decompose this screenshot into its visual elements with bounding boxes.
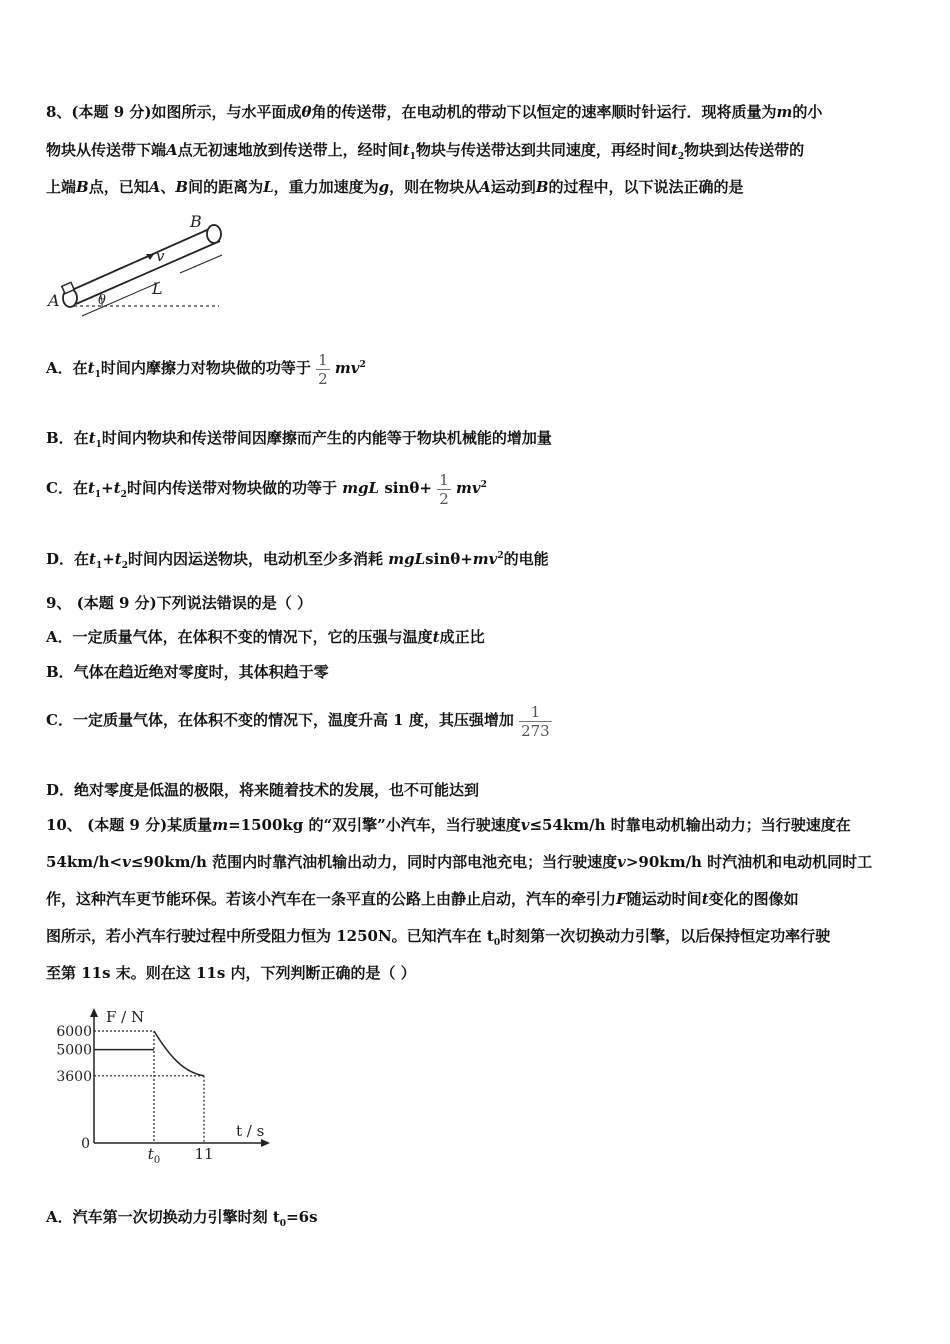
q10-text: >90km/h 时汽油机和电动机同时工: [625, 853, 873, 871]
option-text: 时间内传送带对物块做的功等于: [126, 479, 337, 497]
q8-t: t: [402, 141, 410, 159]
q10-sub: 0: [493, 938, 501, 948]
q8-option-a: [46, 346, 366, 394]
fraction-num: 1: [439, 470, 449, 489]
q9-option-a: [46, 627, 485, 647]
q8-text: 物块从传送带下端: [46, 141, 167, 159]
option-text: D．在: [46, 550, 90, 568]
q8-text: ，则在物块从: [389, 178, 480, 196]
q8-text: 上端: [46, 178, 77, 196]
q9-stem-text: 9、 (本题 9 分)下列说法错误的是（ ）: [46, 594, 312, 612]
y-tick-3600: 3600: [56, 1068, 92, 1085]
x-tick-t: t: [147, 1145, 154, 1163]
q8-theta: θ: [301, 103, 312, 121]
mv: mv: [334, 359, 360, 377]
conveyor-belt-figure: [44, 212, 234, 330]
q8-sub: 1: [95, 561, 103, 571]
q9-stem: [46, 593, 312, 613]
q10-line-4: [46, 926, 830, 953]
q8-text: 物块到达传送带的: [684, 141, 805, 159]
option-text: D．绝对零度是低温的极限，将来随着技术的发展，也不可能达到: [46, 781, 480, 799]
x-tick-11: 11: [194, 1145, 214, 1163]
fraction-half: [316, 351, 330, 388]
q8-t: t: [670, 141, 678, 159]
y-tick-5000: 5000: [56, 1042, 92, 1059]
q10-line-2: [46, 852, 872, 872]
option-text: sinθ+: [384, 479, 432, 497]
option-text: B．在: [46, 429, 89, 447]
q8-t: t: [87, 479, 95, 497]
length-arrow: [180, 255, 222, 273]
option-text: A．一定质量气体，在体积不变的情况下，它的压强与温度: [46, 628, 433, 646]
q10-text: 至第 11s 末。则在这 11s 内，下列判断正确的是（ ）: [46, 964, 416, 982]
q8-point-a: A: [148, 178, 161, 196]
q10-t: t: [701, 890, 709, 908]
q8-text: 、: [160, 178, 176, 196]
q9-option-c: [46, 701, 552, 740]
q8-text: 点无初速地放到传送带上，经时间: [177, 141, 403, 159]
fraction-half: [437, 471, 451, 508]
q8-mass-symbol: m: [776, 103, 793, 121]
y-axis-label: F / N: [106, 1008, 145, 1026]
mv: mv: [455, 479, 481, 497]
option-text: +: [102, 550, 115, 568]
q8-text: ，重力加速度为: [273, 178, 379, 196]
q10-text: 作，这种汽车更节能环保。若该小汽车在一条平直的公路上由静止启动，汽车的牵引力: [46, 890, 617, 908]
label-v: v: [156, 247, 165, 265]
q8-t: t: [88, 429, 96, 447]
q8-sub: 2: [120, 490, 127, 500]
option-text: C．一定质量气体，在体积不变的情况下，温度升高 1 度，其压强增加: [46, 711, 514, 729]
origin-label: 0: [81, 1136, 90, 1152]
q10-f: F: [616, 890, 627, 908]
option-text: 时间内物块和传送带间因摩擦而产生的内能等于物块机械能的增加量: [101, 429, 552, 447]
q8-point-a: A: [166, 141, 178, 159]
series-f-curve: [154, 1031, 204, 1076]
label-b: B: [190, 212, 202, 231]
fraction-den: 2: [439, 489, 449, 508]
mv: mv: [472, 550, 498, 568]
q8-text: 间的距离为: [188, 178, 264, 196]
square: 2: [359, 360, 366, 370]
q10-line-5: [46, 963, 416, 983]
q10-option-a: [46, 1207, 318, 1234]
q8-t: t: [89, 550, 96, 568]
q10-text: 54km/h<: [46, 853, 123, 871]
option-text: 成正比: [439, 628, 485, 646]
q8-option-d: [46, 546, 549, 576]
q8-text: 点，已知: [88, 178, 149, 196]
option-text: =6s: [286, 1208, 318, 1226]
q8-option-b: [46, 428, 552, 455]
q8-text: 运动到: [490, 178, 536, 196]
q10-text: 变化的图像如: [708, 890, 799, 908]
q8-line-3: [46, 177, 744, 197]
q8-gravity: g: [378, 178, 390, 196]
q8-t: t: [113, 479, 121, 497]
option-text: A．汽车第一次切换动力引擎时刻 t: [46, 1208, 280, 1226]
square: 2: [480, 480, 487, 490]
q8-sub: 2: [121, 561, 128, 571]
q8-sub: 2: [677, 152, 685, 162]
q8-text: 8、(本题 9 分)如图所示，与水平面成: [46, 103, 302, 121]
q10-text: 10、 (本题 9 分)某质量: [46, 816, 213, 834]
x-axis-arrow: [261, 1139, 270, 1147]
x-tick-sub: 0: [153, 1155, 161, 1166]
y-tick-6000: 6000: [56, 1024, 92, 1040]
q10-text: 随运动时间: [626, 890, 702, 908]
q8-option-c: [46, 466, 487, 514]
q8-point-b: B: [535, 178, 549, 196]
label-theta: θ: [98, 293, 106, 308]
q10-text: ≤90km/h 范围内时靠汽油机输出动力，同时内部电池充电；当行驶速度: [130, 853, 618, 871]
q8-sub: 1: [94, 370, 101, 380]
q10-line-3: [46, 889, 799, 909]
q9-option-b: [46, 662, 329, 682]
option-text: +: [101, 479, 114, 497]
x-axis-label: t / s: [236, 1122, 265, 1140]
q10-text: ≤54km/h 时靠电动机输出动力；当行驶速度在: [529, 816, 851, 834]
fraction-num: 1: [530, 702, 541, 721]
q10-text: 时刻第一次切换动力引擎，以后保持恒定功率行驶: [500, 927, 831, 945]
q8-text: 物块与传送带达到共同速度，再经时间: [415, 141, 671, 159]
fraction-num: 1: [318, 350, 328, 369]
q8-text: 的小: [792, 103, 823, 121]
q10-v: v: [122, 853, 131, 871]
q8-point-b: B: [76, 178, 89, 196]
q8-point-b: B: [175, 178, 189, 196]
q8-t: t: [114, 550, 122, 568]
q8-line-1: [46, 102, 822, 122]
option-sub: 0: [279, 1219, 287, 1229]
q8-sub: 1: [94, 490, 102, 500]
force-time-chart: [44, 1004, 274, 1170]
q10-line-1: [46, 815, 851, 835]
length-arrow: [82, 282, 160, 316]
label-a: A: [48, 291, 60, 310]
option-text: C．在: [46, 479, 88, 497]
option-text: B．气体在趋近绝对零度时，其体积趋于零: [46, 663, 329, 681]
y-axis-arrow: [90, 1008, 98, 1017]
q8-text: 角的传送带，在电动机的带动下以恒定的速率顺时针运行．现将质量为: [311, 103, 777, 121]
q9-option-d: [46, 780, 479, 800]
q8-sub: 1: [95, 440, 102, 450]
q8-text: 的过程中，以下说法正确的是: [548, 178, 744, 196]
q9-t: t: [432, 628, 440, 646]
q8-t: t: [87, 359, 95, 377]
label-l: L: [152, 279, 163, 298]
q10-text: =1500kg 的“双引擎”小汽车，当行驶速度: [228, 816, 521, 834]
q8-sub: 1: [409, 152, 416, 162]
option-text: 时间内摩擦力对物块做的功等于: [100, 359, 311, 377]
fraction-1-273: [519, 703, 552, 740]
q10-v: v: [617, 853, 626, 871]
q8-length: L: [263, 178, 274, 196]
q8-point-a: A: [479, 178, 491, 196]
mgl: mgL: [342, 479, 380, 497]
option-text: 的电能: [503, 550, 549, 568]
fraction-den: 2: [318, 369, 328, 388]
q10-text: 图所示，若小汽车行驶过程中所受阻力恒为 1250N。已知汽车在 t: [46, 927, 494, 945]
q10-v: v: [520, 816, 530, 834]
mgl: mgL: [388, 550, 426, 568]
fraction-den: 273: [521, 721, 550, 740]
pulley-b: [207, 225, 221, 243]
q10-m: m: [212, 816, 229, 834]
option-text: sinθ+: [425, 550, 473, 568]
square: 2: [497, 551, 504, 561]
option-text: 时间内因运送物块，电动机至少多消耗: [128, 550, 384, 568]
q8-line-2: [46, 140, 804, 167]
x-tick-t0: [148, 1145, 160, 1166]
option-text: A．在: [46, 359, 88, 377]
